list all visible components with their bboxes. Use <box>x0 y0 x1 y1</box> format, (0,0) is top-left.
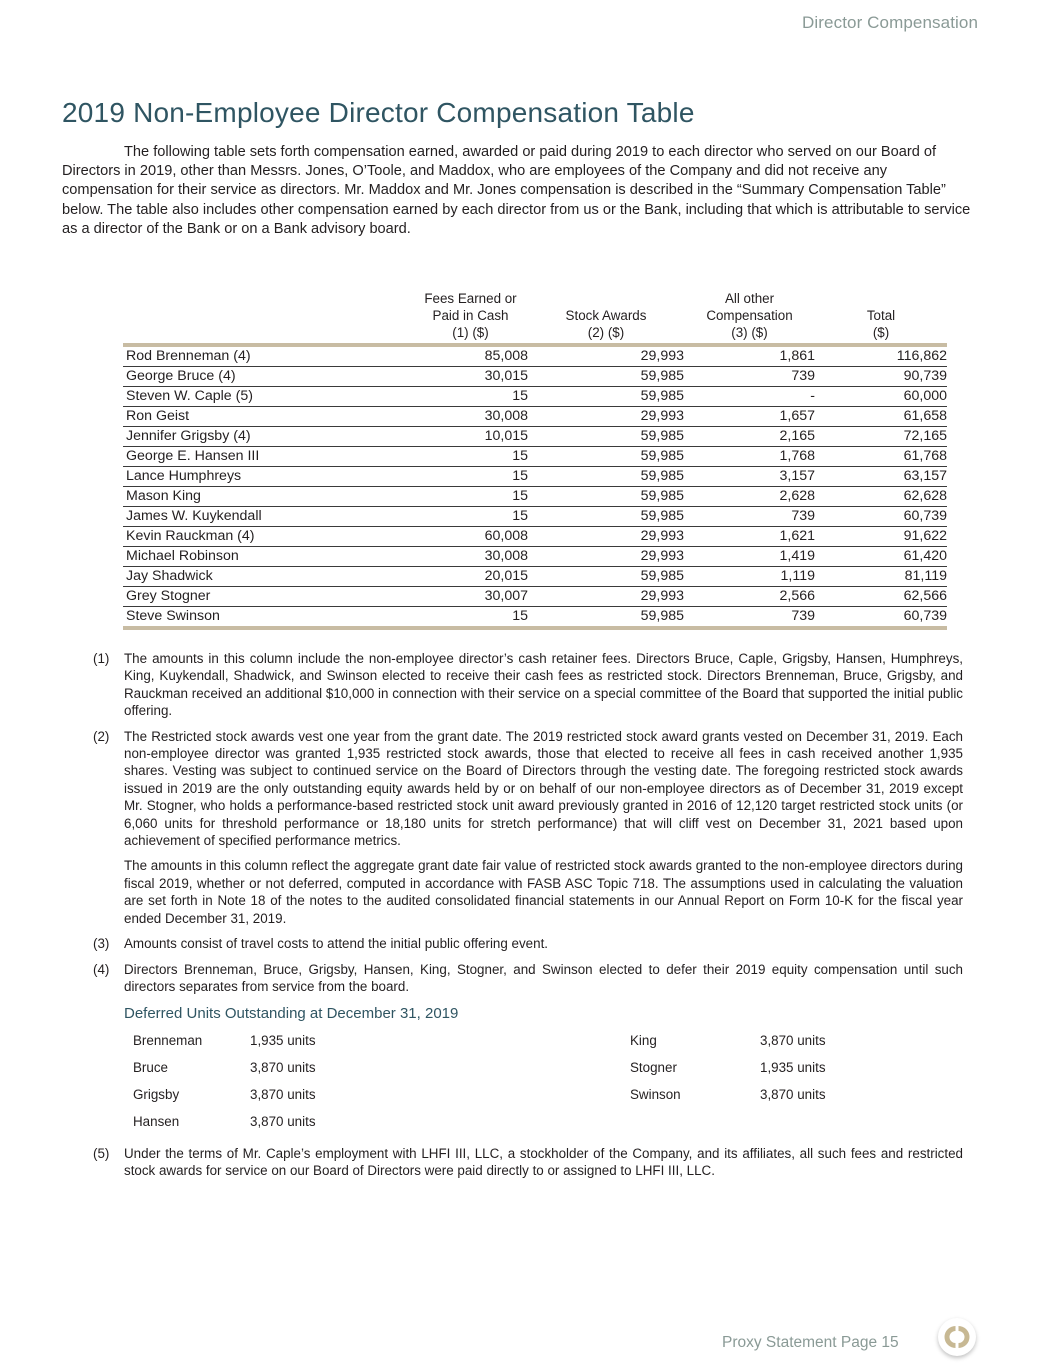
other-comp-cell: 1,119 <box>684 567 815 587</box>
director-name: Jennifer Grigsby (4) <box>123 427 413 447</box>
fees-cell: 15 <box>413 447 528 467</box>
table-header-row <box>123 290 947 345</box>
stock-awards-cell: 29,993 <box>528 587 684 607</box>
footnote-body <box>124 728 963 927</box>
total-cell: 60,739 <box>815 607 947 629</box>
total-cell: 60,000 <box>815 387 947 407</box>
footnote-paragraph: The Restricted stock awards vest one year from the grant date. The 2019 restricted stock award grants vested on December 31, 2019. Each non-employee director was granted 1,935 restricted stock awards, those that elected to receive all fees in cash received another 1,935 shares. Vesting was subject to continued service on the Board of Directors through the vesting date. The foregoing restricted stock awards issued in 2019 are the only outstanding equity awards held by or on behalf of our non-employee directors as of December 31, 2019 except Mr. Stogner, who holds a performance-based restricted stock unit award previously granted in 2016 of 12,120 target restricted stock units (or 6,060 units for threshold performance or 18,180 units for stretch performance) that will cliff vest on December 31, 2021 based upon achievement of specified performance metrics. <box>124 728 963 849</box>
deferred-units-value: 3,870 units <box>760 1086 826 1102</box>
footnote-paragraph: The amounts in this column include the non-employee director’s cash retainer fees. Directors Bruce, Caple, Grigsby, Hansen, Humphreys, King, Kuykendall, Shadwick, and Swinson elected to receive their cash fees as restricted stock. Directors Brenneman, Bruce, Grigsby, and Rauckman received an additional $10,000 in connection with their service on a special committee of the Board that supported the initial public offering. <box>124 651 963 719</box>
footnote-number: (2) <box>93 728 110 744</box>
table-row <box>123 407 947 427</box>
other-comp-cell: 1,657 <box>684 407 815 427</box>
deferred-units-value <box>760 1112 910 1139</box>
director-name: Grey Stogner <box>123 587 413 607</box>
footnote <box>93 650 963 720</box>
other-comp-cell: 739 <box>684 367 815 387</box>
deferred-units-value: 3,870 units <box>250 1113 316 1129</box>
other-comp-cell: 739 <box>684 507 815 527</box>
fees-cell: 60,008 <box>413 527 528 547</box>
table-row <box>123 507 947 527</box>
footnote-number: (1) <box>93 651 110 666</box>
deferred-director-name <box>630 1112 760 1139</box>
fees-cell: 20,015 <box>413 567 528 587</box>
deferred-units-grid <box>133 1031 963 1139</box>
stock-awards-cell: 59,985 <box>528 607 684 629</box>
table-row <box>123 607 947 629</box>
total-cell: 63,157 <box>815 467 947 487</box>
total-cell: 81,119 <box>815 567 947 587</box>
footnotes <box>93 650 963 1188</box>
director-name: Michael Robinson <box>123 547 413 567</box>
total-cell: 60,739 <box>815 507 947 527</box>
deferred-director-name: Bruce <box>133 1059 168 1075</box>
footnote-number: (3) <box>93 936 110 952</box>
deferred-director-name: Hansen <box>133 1113 180 1129</box>
compensation-table <box>123 290 947 630</box>
footnote-body <box>124 961 963 996</box>
other-comp-cell: 1,768 <box>684 447 815 467</box>
deferred-units-section <box>124 1005 963 1138</box>
footnote-paragraph: Amounts consist of travel costs to attend the initial public offering event. <box>124 936 549 952</box>
fees-cell: 30,008 <box>413 407 528 427</box>
footnote <box>93 728 963 927</box>
stock-awards-cell: 59,985 <box>528 567 684 587</box>
director-name: Jay Shadwick <box>123 567 413 587</box>
footnote-body <box>124 935 963 952</box>
deferred-director-name: King <box>630 1032 657 1048</box>
other-comp-cell: - <box>684 387 815 407</box>
header-fees: Fees Earned or Paid in Cash (1) ($) <box>424 291 517 340</box>
table-row <box>123 547 947 567</box>
fees-cell: 10,015 <box>413 427 528 447</box>
deferred-director-name: Stogner <box>630 1059 677 1075</box>
stock-awards-cell: 29,993 <box>528 345 684 367</box>
deferred-units-title: Deferred Units Outstanding at December 31, 2019 <box>124 1005 459 1023</box>
other-comp-cell: 2,566 <box>684 587 815 607</box>
footnote-number: (4) <box>93 961 110 977</box>
table-row <box>123 567 947 587</box>
table-row <box>123 345 947 367</box>
footnote <box>93 961 963 996</box>
deferred-units-value: 3,870 units <box>250 1086 316 1102</box>
logo-mark-icon <box>944 1324 970 1350</box>
deferred-director-name: Grigsby <box>133 1086 180 1102</box>
other-comp-cell: 2,628 <box>684 487 815 507</box>
director-name: George E. Hansen III <box>123 447 413 467</box>
stock-awards-cell: 59,985 <box>528 387 684 407</box>
fees-cell: 30,007 <box>413 587 528 607</box>
table-row <box>123 467 947 487</box>
director-name: Kevin Rauckman (4) <box>123 527 413 547</box>
deferred-units-value: 3,870 units <box>250 1059 316 1075</box>
other-comp-cell: 1,621 <box>684 527 815 547</box>
other-comp-cell: 739 <box>684 607 815 629</box>
deferred-units-value: 1,935 units <box>760 1059 826 1075</box>
director-name: Steven W. Caple (5) <box>123 387 413 407</box>
footnote-paragraph: The amounts in this column reflect the aggregate grant date fair value of restricted stock awards granted to the non-employee directors during fiscal 2019, whether or not deferred, computed in accordance with FASB ASC Topic 718. The assumptions used in calculating the valuation are set forth in Note 18 of the notes to the audited consolidated financial statements in our Annual Report on Form 10-K for the fiscal year ended December 31, 2019. <box>124 858 963 926</box>
footnote-number: (5) <box>93 1145 110 1161</box>
director-name: Lance Humphreys <box>123 467 413 487</box>
stock-awards-cell: 59,985 <box>528 487 684 507</box>
director-name: Rod Brenneman (4) <box>123 345 413 367</box>
stock-awards-cell: 59,985 <box>528 367 684 387</box>
stock-awards-cell: 59,985 <box>528 507 684 527</box>
footnote <box>93 935 963 952</box>
stock-awards-cell: 59,985 <box>528 467 684 487</box>
fees-cell: 15 <box>413 467 528 487</box>
deferred-director-name: Brenneman <box>133 1032 203 1048</box>
other-comp-cell: 3,157 <box>684 467 815 487</box>
fees-cell: 30,015 <box>413 367 528 387</box>
header-name <box>123 290 413 345</box>
director-name: James W. Kuykendall <box>123 507 413 527</box>
company-logo-icon <box>938 1318 976 1356</box>
other-comp-cell: 2,165 <box>684 427 815 447</box>
table-row <box>123 527 947 547</box>
deferred-director-name: Swinson <box>630 1086 681 1102</box>
total-cell: 61,420 <box>815 547 947 567</box>
footnote-body <box>124 1145 963 1180</box>
other-comp-cell: 1,419 <box>684 547 815 567</box>
fees-cell: 15 <box>413 607 528 629</box>
fees-cell: 15 <box>413 487 528 507</box>
total-cell: 61,658 <box>815 407 947 427</box>
total-cell: 72,165 <box>815 427 947 447</box>
running-header: Director Compensation <box>802 13 978 32</box>
fees-cell: 85,008 <box>413 345 528 367</box>
intro-paragraph: The following table sets forth compensation earned, awarded or paid during 2019 to each director who served on our Board of Directors in 2019, other than Messrs. Jones, O’Toole, and Maddox, who are employees of the Company and did not receive any compensation for their service as directors. Mr. Maddox and Mr. Jones compensation is described in the “Summary Compensation Table” below. The table also includes other compensation earned by each director from us or the Bank, including that which is attributable to service as a director of the Bank or on a Bank advisory board. <box>62 144 971 237</box>
director-name: Steve Swinson <box>123 607 413 629</box>
total-cell: 116,862 <box>815 345 947 367</box>
fees-cell: 15 <box>413 507 528 527</box>
table-row <box>123 427 947 447</box>
deferred-units-value: 1,935 units <box>250 1032 316 1048</box>
deferred-units-value: 3,870 units <box>760 1032 826 1048</box>
table-row <box>123 587 947 607</box>
footnote-paragraph: Directors Brenneman, Bruce, Grigsby, Hansen, King, Stogner, and Swinson elected to defer their 2019 equity compensation until such directors separates from service from the board. <box>124 961 963 994</box>
footnote-paragraph: Under the terms of Mr. Caple’s employment with LHFI III, LLC, a stockholder of the Company, and its affiliates, all such fees and restricted stock awards for service on our Board of Directors were paid directly to or assigned to LHFI III, LLC. <box>124 1145 963 1179</box>
page-footer-label: Proxy Statement Page 15 <box>722 1334 899 1351</box>
total-cell: 61,768 <box>815 447 947 467</box>
director-name: Mason King <box>123 487 413 507</box>
table-row <box>123 387 947 407</box>
stock-awards-cell: 29,993 <box>528 547 684 567</box>
stock-awards-cell: 29,993 <box>528 527 684 547</box>
header-total: Total ($) <box>866 308 896 340</box>
table-row <box>123 447 947 467</box>
header-other-compensation: All other Compensation (3) ($) <box>706 291 793 340</box>
director-name: Ron Geist <box>123 407 413 427</box>
total-cell: 62,628 <box>815 487 947 507</box>
fees-cell: 30,008 <box>413 547 528 567</box>
footnote-body <box>124 650 963 720</box>
stock-awards-cell: 59,985 <box>528 427 684 447</box>
header-stock-awards: Stock Awards (2) ($) <box>565 308 647 340</box>
table-row <box>123 367 947 387</box>
stock-awards-cell: 59,985 <box>528 447 684 467</box>
total-cell: 62,566 <box>815 587 947 607</box>
footnote <box>93 1145 963 1180</box>
director-name: George Bruce (4) <box>123 367 413 387</box>
stock-awards-cell: 29,993 <box>528 407 684 427</box>
page-title: 2019 Non-Employee Director Compensation Table <box>62 97 695 128</box>
total-cell: 91,622 <box>815 527 947 547</box>
table-row <box>123 487 947 507</box>
fees-cell: 15 <box>413 387 528 407</box>
total-cell: 90,739 <box>815 367 947 387</box>
other-comp-cell: 1,861 <box>684 345 815 367</box>
